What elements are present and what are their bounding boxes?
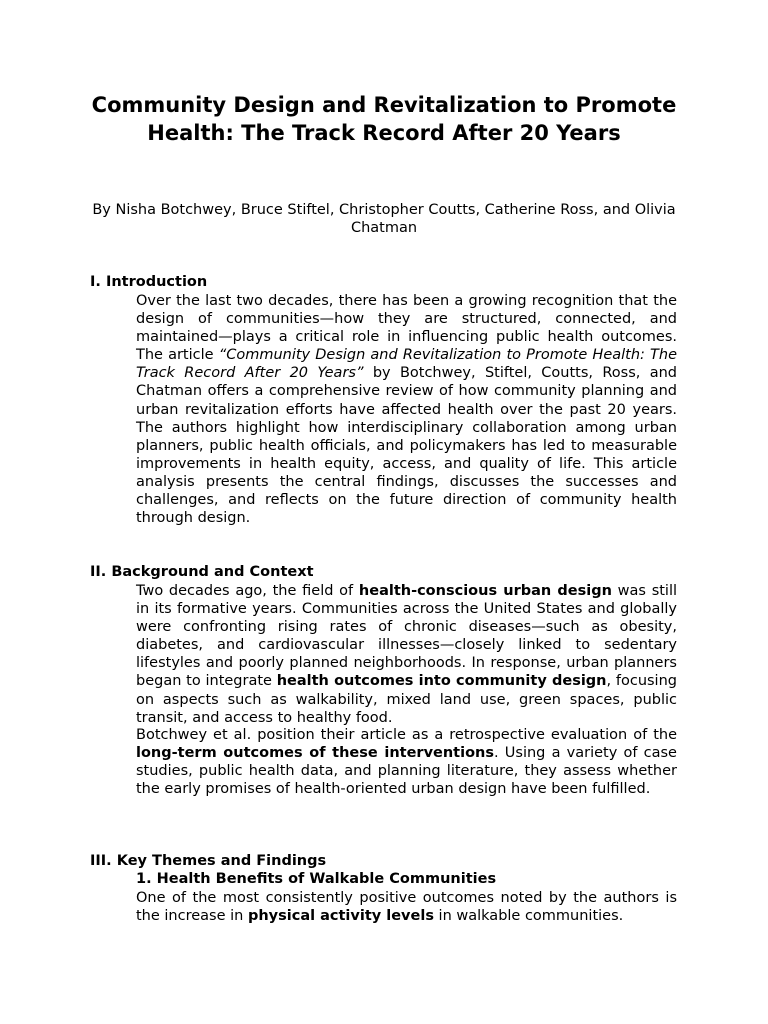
section-heading-introduction: I. Introduction xyxy=(90,274,208,290)
section-heading-background: II. Background and Context xyxy=(90,564,314,580)
background-bold-1: health-conscious urban design xyxy=(358,583,612,599)
key-themes-text-2: in walkable communities. xyxy=(433,908,624,925)
key-themes-bold: physical activity levels xyxy=(247,908,434,925)
document-title: Community Design and Revitalization to Promote Health: The Track Record After 20 Years xyxy=(91,93,677,145)
author-line: By Nisha Botchwey, Bruce Stiftel, Christopher Coutts, Catherine Ross, and Olivia Chatman xyxy=(92,202,676,236)
introduction-text-2: by Botchwey, Stiftel, Coutts, Ross, and Chatman offers a comprehensive review of how community planning and urban revitalization efforts have affected health over the past 20 years. The authors highlight how interdisciplinary collaboration among urban planners, public health officials, and policymakers has led to measurable improvements in health equity, access, and quality of life. This article analysis presents the central findings, discusses the successes and challenges, and reflects on the future direction of community health through design. xyxy=(136,365,678,527)
article-title-citation: “Community Design and Revitalization to Promote Health: The Track Record After 20 Years” xyxy=(136,347,677,382)
background-text-1: Two decades ago, the field of xyxy=(136,583,359,599)
background-bold-3: long-term outcomes of these interventions xyxy=(136,745,494,762)
introduction-text-1: Over the last two decades, there has been a growing recognition that the design of communities—how they are structured, connected, and maintained—plays a critical role in influencing public health outcomes. The article xyxy=(136,293,677,364)
background-text-4: Botchwey et al. position their article as a retrospective evaluation of the xyxy=(136,727,677,743)
background-text-2: was still in its formative years. Communities across the United States and globally were confronting rising rates of chronic diseases—such as obesity, diabetes, and cardiovascular illnesses—closely linked to sedentary lifestyles and poorly planned neighborhoods. In response, urban planners began to integrate xyxy=(136,583,678,690)
background-paragraph-2 xyxy=(136,726,677,798)
introduction-paragraph xyxy=(136,292,677,527)
background-paragraph-1 xyxy=(136,582,677,727)
section-heading-key-themes: III. Key Themes and Findings xyxy=(90,853,327,869)
background-bold-2: health outcomes into community design xyxy=(276,673,607,690)
key-themes-text-1: One of the most consistently positive outcomes noted by the authors is the increase in xyxy=(136,890,677,925)
background-text-3: , focusing on aspects such as walkability, mixed land use, green spaces, public transit, and access to healthy food. xyxy=(136,673,677,726)
key-themes-paragraph xyxy=(136,889,677,925)
background-text-5: . Using a variety of case studies, public health data, and planning literature, they assess whether the early promises of health-oriented urban design have been fulfilled. xyxy=(136,745,677,798)
subsection-heading-walkable: 1. Health Benefits of Walkable Communities xyxy=(136,871,497,887)
